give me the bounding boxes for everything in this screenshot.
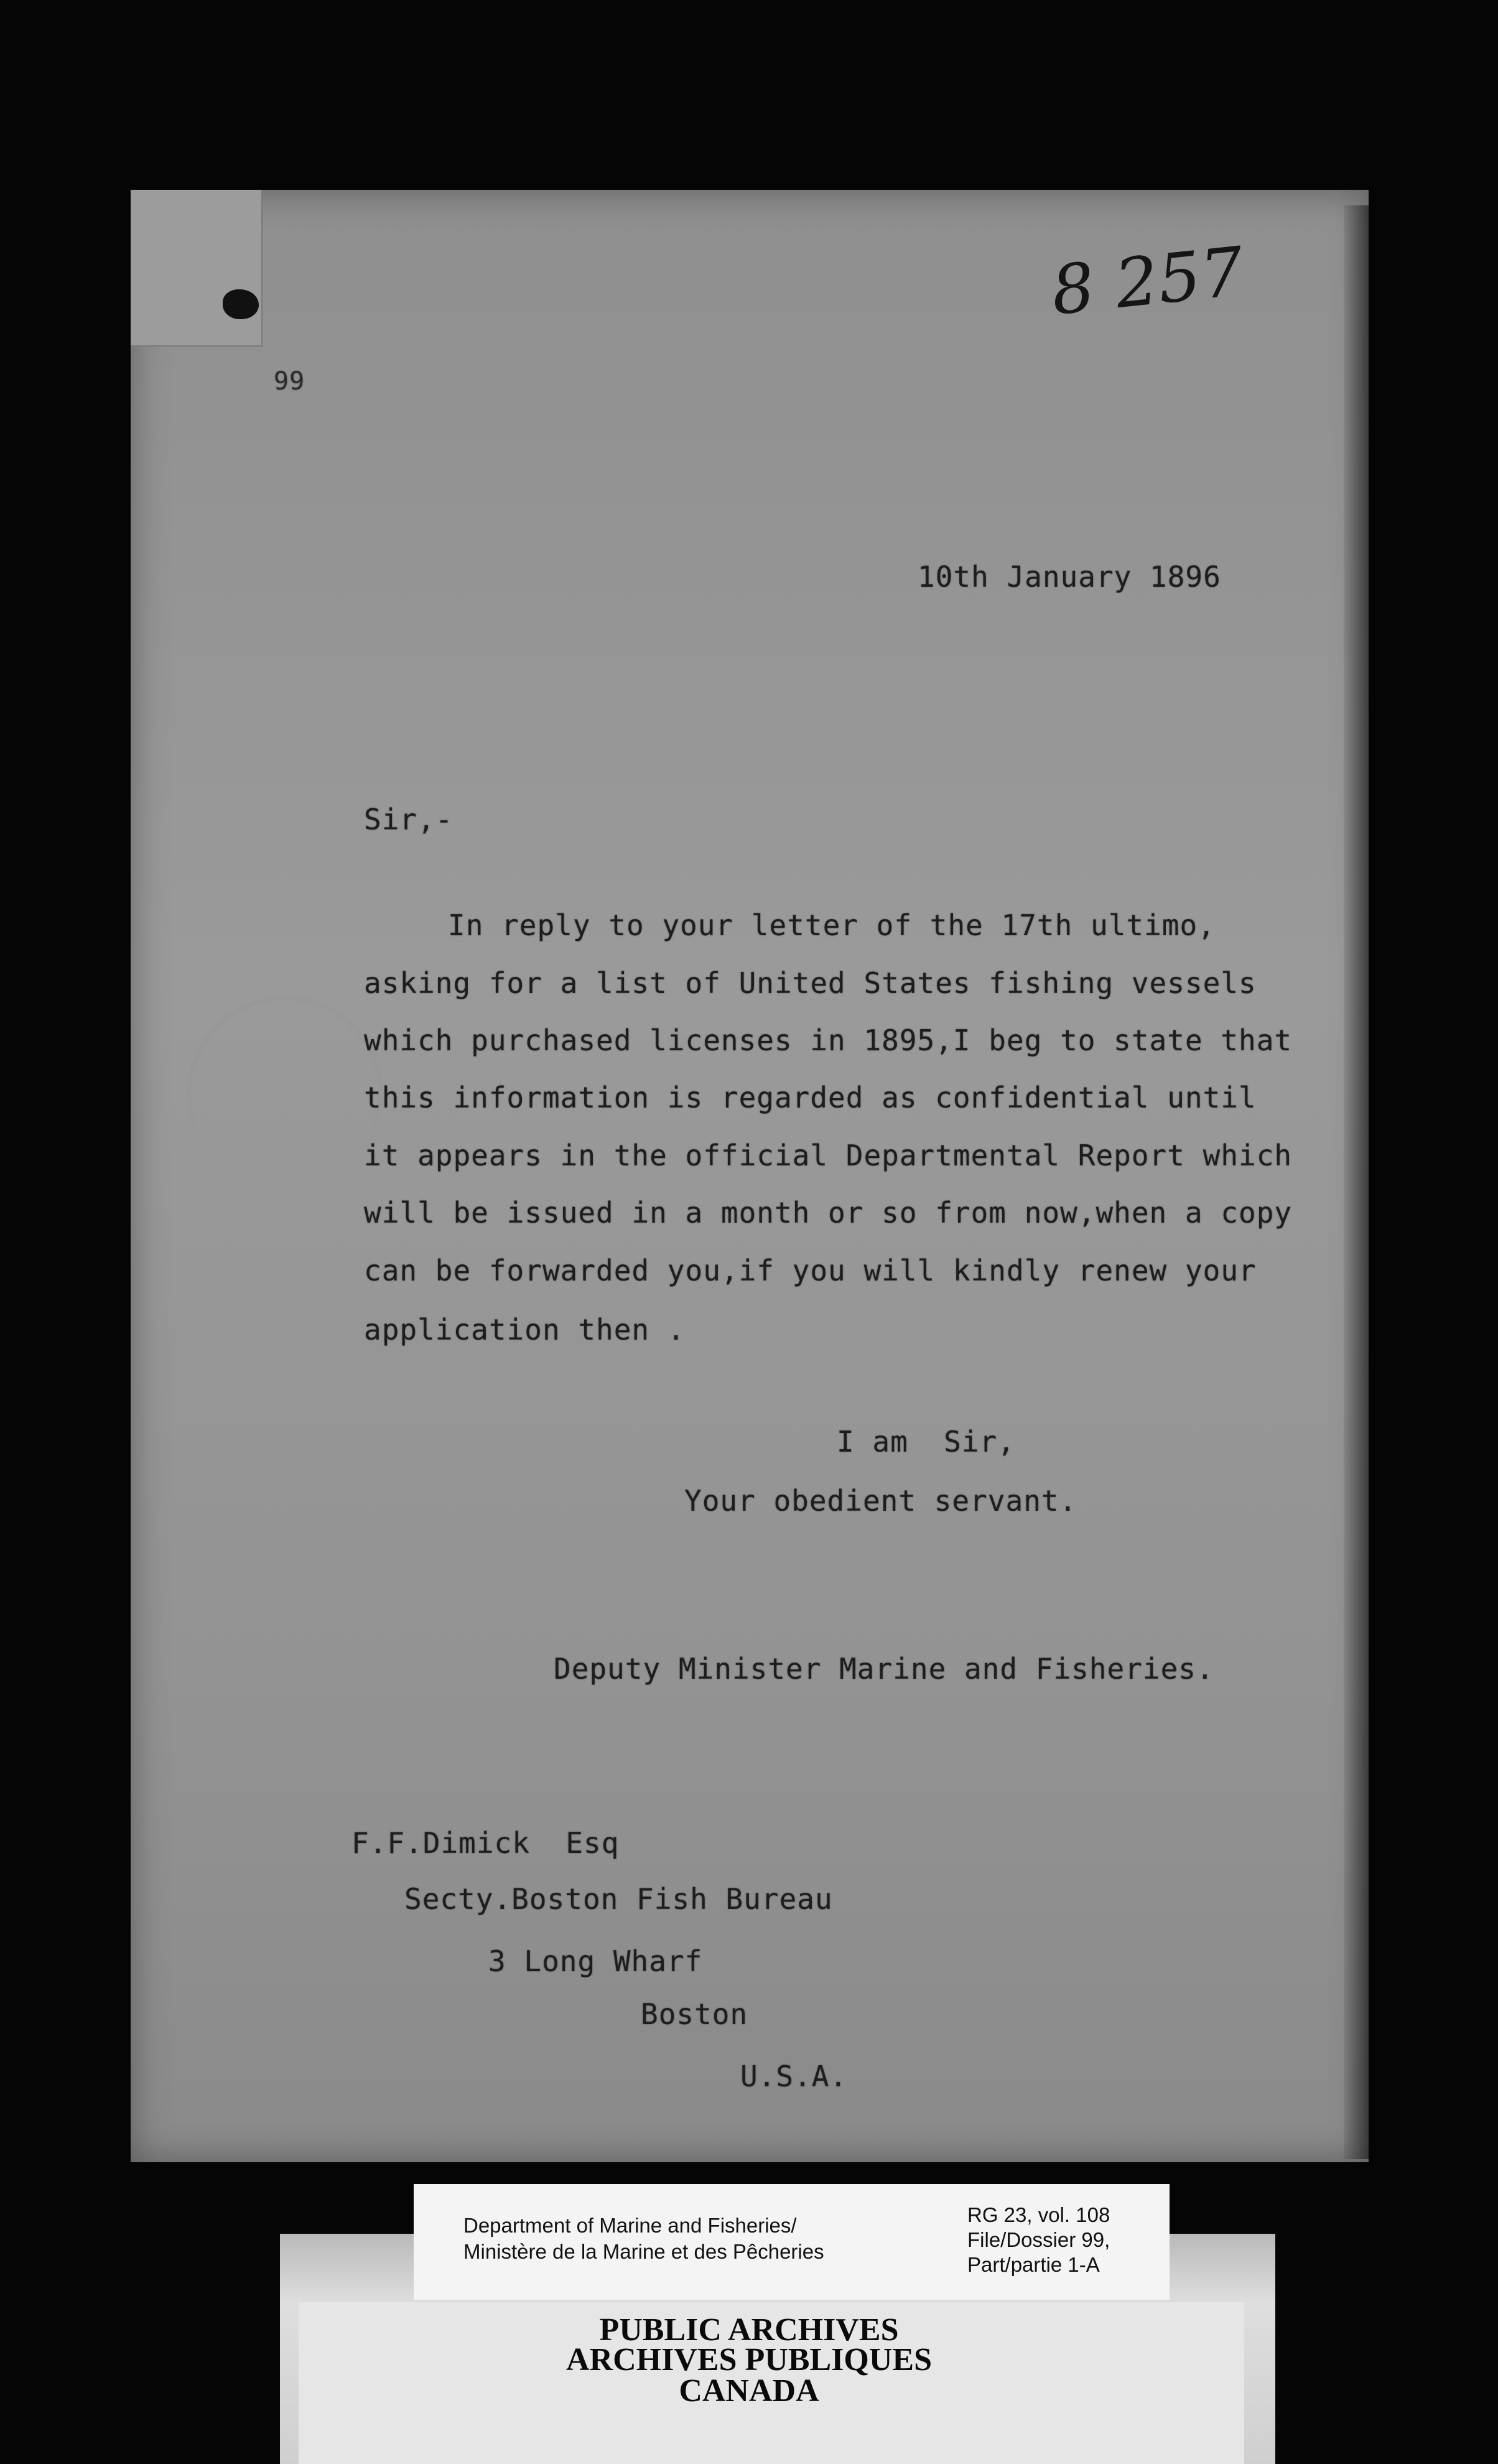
address-line: U.S.A. [740, 2060, 848, 2093]
body-line: will be issued in a month or so from now,when a copy [364, 1196, 1293, 1230]
page-corner-tab [131, 190, 263, 347]
page-number: 99 [274, 367, 305, 396]
page-edge [1344, 205, 1369, 2159]
label-line: File/Dossier 99, [967, 2228, 1110, 2251]
address-line: Secty.Boston Fish Bureau [404, 1882, 833, 1916]
body-line: In reply to your letter of the 17th ultimo, [448, 908, 1216, 942]
closing-line: I am Sir, [837, 1425, 1015, 1458]
address-line: 3 Long Wharf [488, 1944, 703, 1978]
salutation: Sir,- [364, 803, 454, 836]
closing-line: Your obedient servant. [684, 1484, 1077, 1518]
signature-line: Deputy Minister Marine and Fisheries. [554, 1652, 1214, 1686]
letter-date: 10th January 1896 [918, 560, 1221, 594]
body-line: can be forwarded you,if you will kindly renew your [364, 1254, 1257, 1287]
faded-stamp [187, 996, 383, 1192]
body-line: it appears in the official Departmental Report which [364, 1139, 1293, 1172]
handwritten-note: 8 257 [1048, 233, 1247, 330]
address-line: F.F.Dimick Esq [351, 1826, 620, 1860]
body-line: asking for a list of United States fishing vessels [364, 966, 1257, 1000]
archive-title-line: PUBLIC ARCHIVES [599, 2312, 899, 2348]
punch-hole [223, 289, 259, 319]
archive-title-line: CANADA [679, 2373, 819, 2409]
reference-label [414, 2184, 1170, 2300]
body-line: which purchased licenses in 1895,I beg to state that [364, 1024, 1293, 1057]
address-line: Boston [641, 1997, 748, 2031]
label-reference [967, 2203, 1110, 2277]
label-line: RG 23, vol. 108 [967, 2203, 1110, 2226]
label-line: Part/partie 1-A [967, 2253, 1100, 2276]
body-line: application then . [364, 1313, 686, 1346]
label-line: Ministère de la Marine et des Pêcheries [463, 2240, 824, 2263]
label-line: Department of Marine and Fisheries/ [463, 2214, 797, 2237]
body-line: this information is regarded as confidential until [364, 1081, 1257, 1114]
label-department [463, 2213, 824, 2265]
archive-title-line: ARCHIVES PUBLIQUES [565, 2342, 933, 2378]
